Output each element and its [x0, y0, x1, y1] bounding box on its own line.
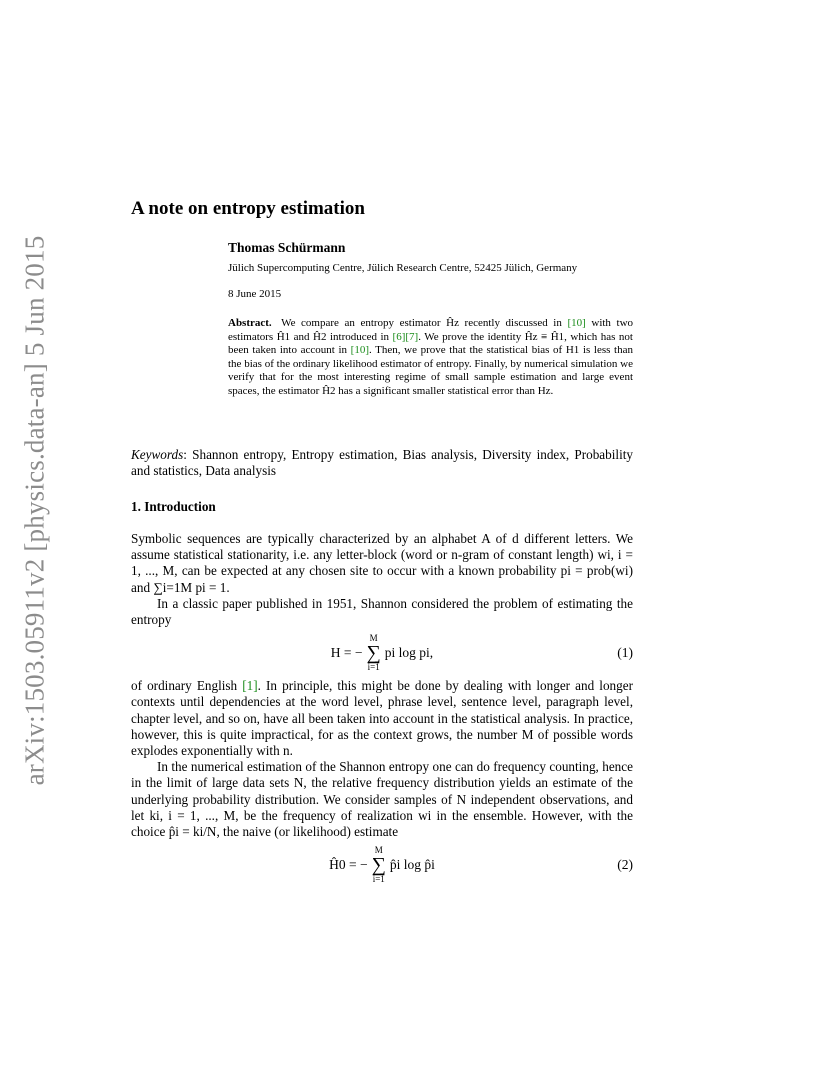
sigma-glyph: ∑	[371, 854, 386, 877]
equation-1-lhs: H = −	[330, 645, 363, 661]
paragraph-3-text-b: . In principle, this might be done by dealing with longer and longer contexts until dependencies at the word level, phrase level, sentence level, paragraph level, chapter level, and so on, have all been taken into account in the statistical analysis. In practice, however, this is quite impractical, for as the context grows, the number M of possible words explodes exponentially with n.	[131, 678, 633, 758]
paper-page	[131, 198, 633, 890]
equation-2	[131, 840, 633, 890]
sum-upper-limit: M	[369, 633, 378, 644]
sum-symbol	[372, 846, 386, 884]
abstract-text-1: We compare an entropy estimator Ĥz recently discussed in	[281, 317, 562, 329]
citation-6[interactable]: [6]	[392, 330, 406, 343]
affiliation: Jülich Supercomputing Centre, Jülich Research Centre, 52425 Jülich, Germany	[228, 262, 578, 274]
arxiv-id: arXiv:1503.05911v2 [physics.data-an] 5 Jun 2015	[19, 235, 50, 785]
abstract-label: Abstract.	[228, 317, 272, 329]
arxiv-stamp	[20, 230, 50, 790]
paragraph-3-text-a: of ordinary English	[131, 678, 238, 694]
abstract	[228, 317, 633, 399]
author-name: Thomas Schürmann	[228, 240, 346, 255]
keywords-label: Keywords	[131, 446, 184, 462]
sigma-glyph: ∑	[366, 642, 381, 665]
paragraph-1: Symbolic sequences are typically characterized by an alphabet A of d different letters. We assume statistical stationarity, i.e. any letter-block (word or n-gram of constant length) wi, i = 1, ..., M, can be expected at any chosen site to occur with a known probability pi = prob(wi) and ∑i=1M pi = 1.	[131, 530, 633, 595]
equation-1	[131, 628, 633, 678]
equation-2-number: (2)	[617, 857, 633, 873]
citation-7[interactable]: [7]	[405, 330, 419, 343]
paragraph-3	[131, 678, 633, 759]
keywords	[131, 447, 633, 479]
sum-symbol	[367, 634, 381, 672]
equation-1-number: (1)	[617, 645, 633, 661]
paragraph-4: In the numerical estimation of the Shannon entropy one can do frequency counting, hence in the limit of large data sets N, the relative frequency distribution yields an estimate of the underlying probability distribution. We consider samples of N independent observations, and let ki, i = 1, ..., M, be the frequency of realization wi in the ensemble. However, with the choice p̂i = ki/N, the naive (or likelihood) estimate	[131, 759, 633, 840]
equation-1-rhs: pi log pi,	[384, 645, 434, 661]
sum-upper-limit: M	[374, 845, 383, 856]
paragraph-2: In a classic paper published in 1951, Shannon considered the problem of estimating the entropy	[131, 595, 633, 627]
abstract-text-3: . We prove the identity Ĥz ≡ Ĥ1, which has not been taken into account in	[228, 330, 633, 357]
keywords-text: : Shannon entropy, Entropy estimation, Bias analysis, Diversity index, Probability and statistics, Data analysis	[131, 446, 633, 478]
citation-10-second[interactable]: [10]	[350, 344, 369, 357]
paper-title: A note on entropy estimation	[131, 198, 365, 219]
paper-date: 8 June 2015	[228, 288, 282, 300]
equation-2-rhs: p̂i log p̂i	[389, 857, 435, 873]
sum-lower-limit: i=1	[372, 874, 385, 885]
citation-1[interactable]: [1]	[242, 678, 258, 694]
equation-2-lhs: Ĥ0 = −	[329, 857, 368, 873]
section-heading-introduction: 1. Introduction	[131, 498, 216, 514]
abstract-text-2: with two estimators Ĥ1 and Ĥ2 introduced in	[228, 317, 634, 343]
citation-10[interactable]: [10]	[567, 317, 586, 329]
abstract-text-4: . Then, we prove that the statistical bias of H1 is less than the bias of the ordinary likelihood estimator of entropy. Finally, by numerical simulation we verify that for the most interesting regime of small sample estimation and large event spaces, the estimator Ĥ2 has a significant smaller statistical error than Hz.	[228, 344, 633, 397]
front-matter	[228, 240, 633, 399]
sum-lower-limit: i=1	[367, 662, 380, 673]
